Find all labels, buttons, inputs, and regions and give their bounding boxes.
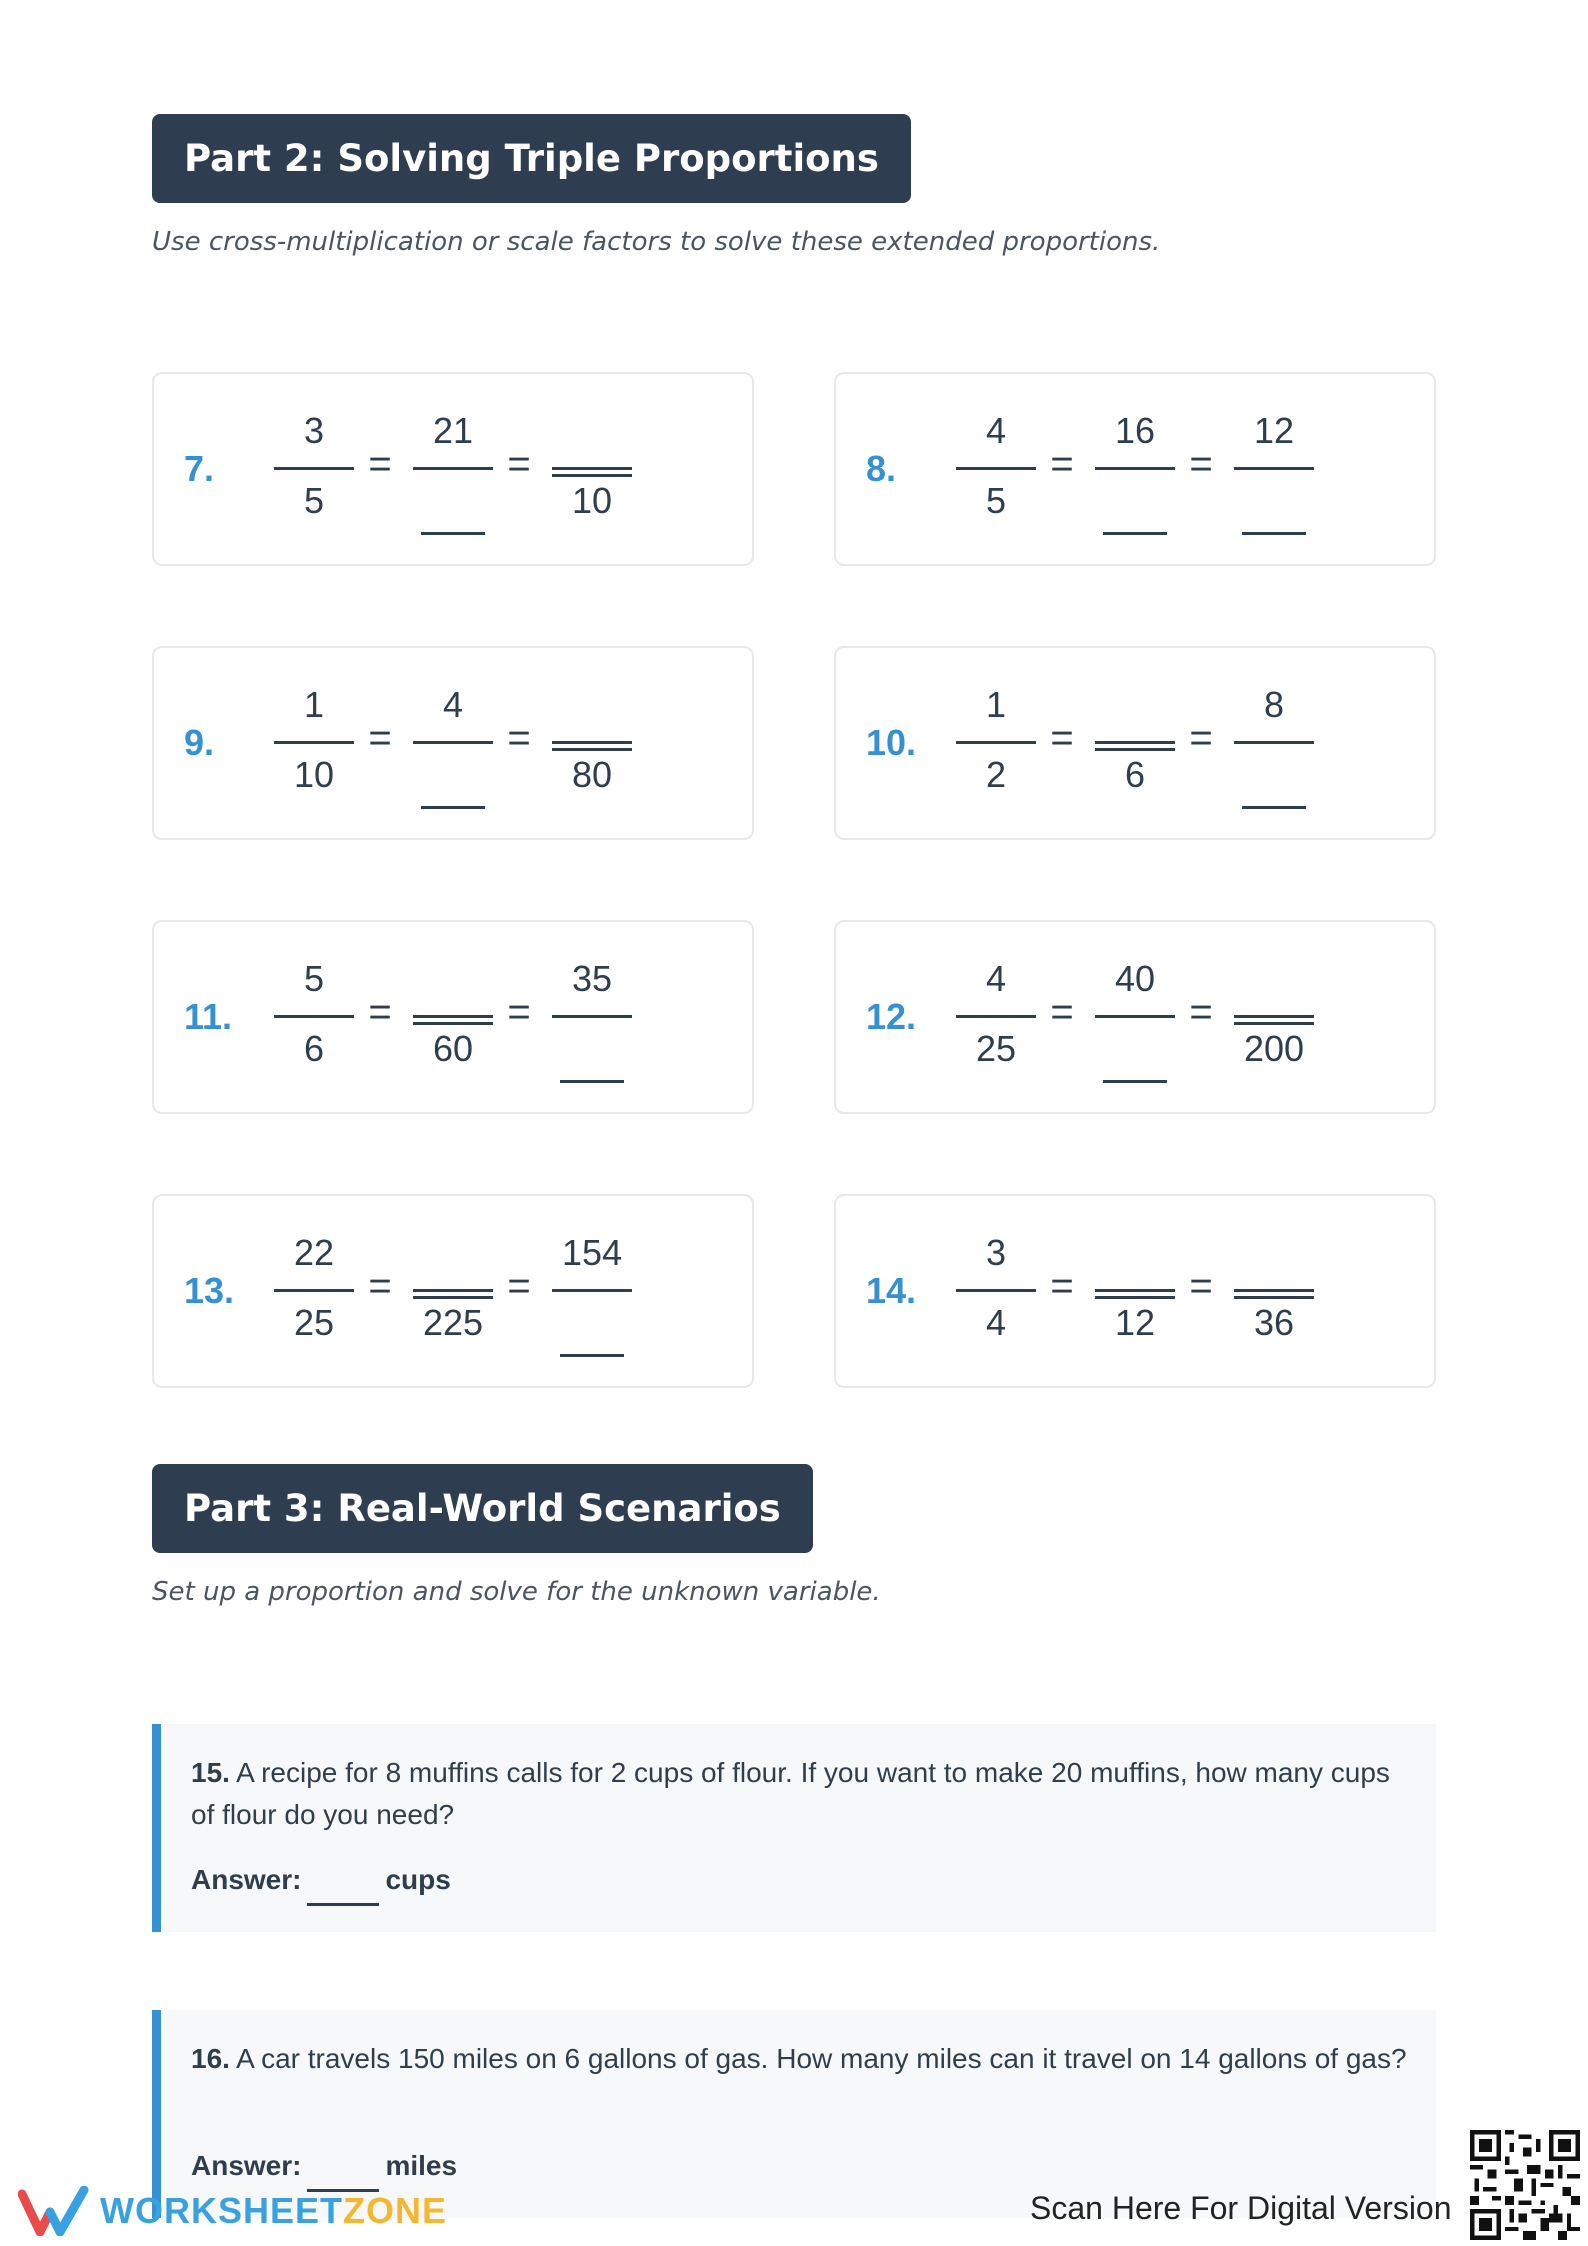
denominator: 200 <box>1243 1028 1305 1069</box>
fraction <box>956 1196 1036 1390</box>
problem-number: 7. <box>184 448 215 489</box>
fraction-bar <box>552 741 632 744</box>
equals-sign: = <box>1050 442 1074 486</box>
fraction <box>1095 1196 1175 1390</box>
problem-number: 14. <box>866 1270 917 1311</box>
fraction-bar <box>552 1015 632 1018</box>
denominator: 2 <box>985 754 1007 795</box>
denominator: 60 <box>432 1028 474 1069</box>
fraction-bar <box>274 1289 354 1292</box>
fraction-bar <box>1095 741 1175 744</box>
problem-number: 10. <box>866 722 917 763</box>
part2-title: Part 2: Solving Triple Proportions <box>184 137 879 180</box>
denominator-blank-line[interactable] <box>1242 806 1306 809</box>
qr-code-icon[interactable] <box>1470 2130 1580 2240</box>
fraction <box>552 374 632 568</box>
equals-sign: = <box>1050 716 1074 760</box>
fraction-bar <box>956 741 1036 744</box>
denominator-blank-line[interactable] <box>560 1354 624 1357</box>
fraction <box>552 648 632 842</box>
fraction <box>1095 648 1175 842</box>
equals-sign: = <box>368 1264 392 1308</box>
equals-sign: = <box>507 1264 531 1308</box>
numerator-blank-line[interactable] <box>552 474 632 477</box>
numerator-blank-line[interactable] <box>413 1022 493 1025</box>
fraction-bar <box>1234 1289 1314 1292</box>
equals-sign: = <box>1050 1264 1074 1308</box>
denominator: 4 <box>985 1302 1007 1343</box>
fraction-bar <box>552 1289 632 1292</box>
fraction <box>274 922 354 1116</box>
fraction-bar <box>956 1015 1036 1018</box>
equals-sign: = <box>507 990 531 1034</box>
fraction <box>413 922 493 1116</box>
answer-row <box>191 1864 451 1896</box>
proportion-card <box>834 920 1436 1114</box>
denominator: 5 <box>985 480 1007 521</box>
scan-caption: Scan Here For Digital Version <box>1030 2190 1452 2226</box>
numerator: 22 <box>293 1232 335 1273</box>
fraction-bar <box>1234 741 1314 744</box>
problem-number: 16. <box>191 2043 230 2074</box>
denominator: 6 <box>303 1028 325 1069</box>
numerator-blank-line[interactable] <box>1234 1296 1314 1299</box>
answer-label: Answer: <box>191 2150 302 2181</box>
problem-text: A car travels 150 miles on 6 gallons of gas. How many miles can it travel on 14 gallons of gas? <box>236 2043 1407 2074</box>
part2-instructions: Use cross-multiplication or scale factors to solve these extended proportions. <box>152 227 1161 257</box>
proportion-card <box>152 372 754 566</box>
fraction <box>1234 648 1314 842</box>
fraction <box>1095 922 1175 1116</box>
fraction <box>552 1196 632 1390</box>
numerator: 5 <box>303 958 325 999</box>
numerator: 1 <box>985 684 1007 725</box>
fraction-bar <box>413 467 493 470</box>
proportion-card <box>834 646 1436 840</box>
answer-row <box>191 2150 457 2182</box>
numerator-blank-line[interactable] <box>413 1296 493 1299</box>
answer-unit: miles <box>385 2150 458 2181</box>
numerator: 35 <box>571 958 613 999</box>
worksheetzone-logo[interactable] <box>18 2186 447 2236</box>
denominator: 25 <box>293 1302 335 1343</box>
problem-number: 8. <box>866 448 897 489</box>
part3-header <box>152 1464 813 1553</box>
denominator-blank-line[interactable] <box>1103 532 1167 535</box>
fraction <box>274 648 354 842</box>
equals-sign: = <box>1189 716 1213 760</box>
numerator-blank-line[interactable] <box>552 748 632 751</box>
problem-number: 13. <box>184 1270 235 1311</box>
fraction-bar <box>956 467 1036 470</box>
part3-instructions: Set up a proportion and solve for the unknown variable. <box>152 1577 881 1607</box>
fraction <box>1234 374 1314 568</box>
denominator: 225 <box>422 1302 484 1343</box>
fraction <box>274 374 354 568</box>
denominator-blank-line[interactable] <box>1242 532 1306 535</box>
problem-number: 15. <box>191 1757 230 1788</box>
equals-sign: = <box>507 442 531 486</box>
problem-number: 9. <box>184 722 215 763</box>
numerator: 154 <box>561 1232 623 1273</box>
fraction <box>274 1196 354 1390</box>
denominator: 80 <box>571 754 613 795</box>
fraction <box>956 374 1036 568</box>
fraction-bar <box>413 741 493 744</box>
part2-header <box>152 114 911 203</box>
fraction-bar <box>274 467 354 470</box>
problem-text: A recipe for 8 muffins calls for 2 cups of flour. If you want to make 20 muffins, how many cups of flour do you need? <box>191 1757 1390 1830</box>
denominator-blank-line[interactable] <box>421 806 485 809</box>
proportion-card <box>152 1194 754 1388</box>
fraction-bar <box>1234 467 1314 470</box>
numerator: 21 <box>432 410 474 451</box>
numerator: 8 <box>1263 684 1285 725</box>
fraction <box>413 374 493 568</box>
denominator-blank-line[interactable] <box>421 532 485 535</box>
numerator: 12 <box>1253 410 1295 451</box>
numerator: 16 <box>1114 410 1156 451</box>
equals-sign: = <box>368 442 392 486</box>
equals-sign: = <box>1189 442 1213 486</box>
problem-number: 11. <box>184 996 233 1037</box>
equals-sign: = <box>1189 990 1213 1034</box>
answer-label: Answer: <box>191 1864 302 1895</box>
fraction-bar <box>274 1015 354 1018</box>
proportion-card <box>152 920 754 1114</box>
fraction-bar <box>956 1289 1036 1292</box>
fraction-bar <box>552 467 632 470</box>
equals-sign: = <box>368 990 392 1034</box>
denominator: 6 <box>1124 754 1146 795</box>
numerator: 3 <box>303 410 325 451</box>
fraction <box>956 922 1036 1116</box>
denominator: 10 <box>293 754 335 795</box>
numerator: 1 <box>303 684 325 725</box>
fraction-bar <box>1095 1015 1175 1018</box>
denominator-blank-line[interactable] <box>560 1080 624 1083</box>
proportion-card <box>834 372 1436 566</box>
brand-name: WORKSHEETZONE <box>100 2190 448 2231</box>
numerator: 4 <box>985 410 1007 451</box>
fraction-bar <box>413 1289 493 1292</box>
fraction <box>552 922 632 1116</box>
answer-unit: cups <box>385 1864 451 1895</box>
denominator: 10 <box>571 480 613 521</box>
numerator: 4 <box>985 958 1007 999</box>
fraction-bar <box>413 1015 493 1018</box>
fraction <box>956 648 1036 842</box>
fraction-bar <box>274 741 354 744</box>
fraction <box>1234 922 1314 1116</box>
equals-sign: = <box>507 716 531 760</box>
equals-sign: = <box>368 716 392 760</box>
proportion-card <box>834 1194 1436 1388</box>
fraction <box>413 648 493 842</box>
numerator-blank-line[interactable] <box>1095 748 1175 751</box>
denominator: 36 <box>1253 1302 1295 1343</box>
fraction-bar <box>1095 467 1175 470</box>
numerator-blank-line[interactable] <box>1234 1022 1314 1025</box>
fraction <box>1095 374 1175 568</box>
equals-sign: = <box>1050 990 1074 1034</box>
denominator: 25 <box>975 1028 1017 1069</box>
denominator: 5 <box>303 480 325 521</box>
w-logo-icon <box>18 2186 96 2236</box>
fraction <box>413 1196 493 1390</box>
numerator: 3 <box>985 1232 1007 1273</box>
word-problem-15 <box>152 1724 1436 1932</box>
answer-blank[interactable] <box>307 1903 379 1906</box>
fraction-bar <box>1095 1289 1175 1292</box>
fraction-bar <box>1234 1015 1314 1018</box>
equals-sign: = <box>1189 1264 1213 1308</box>
problem-number: 12. <box>866 996 917 1037</box>
numerator: 4 <box>442 684 464 725</box>
fraction <box>1234 1196 1314 1390</box>
denominator-blank-line[interactable] <box>1103 1080 1167 1083</box>
denominator: 12 <box>1114 1302 1156 1343</box>
part3-title: Part 3: Real-World Scenarios <box>184 1487 781 1530</box>
numerator-blank-line[interactable] <box>1095 1296 1175 1299</box>
proportion-card <box>152 646 754 840</box>
numerator: 40 <box>1114 958 1156 999</box>
